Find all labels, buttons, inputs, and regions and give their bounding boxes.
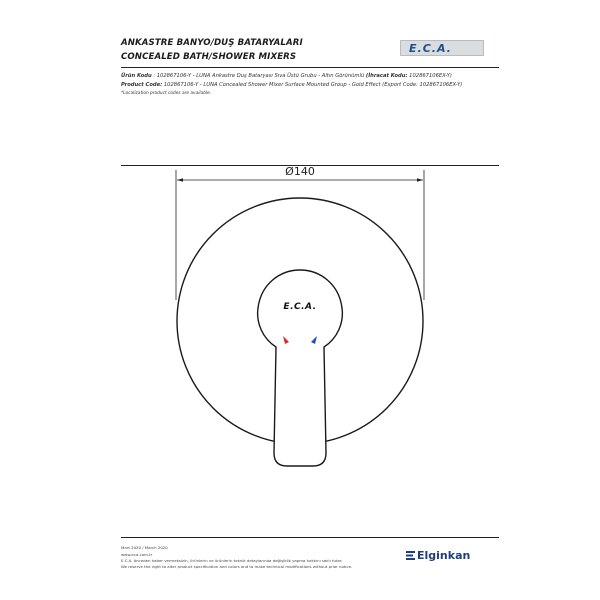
export-code-label-tr: (İhracat Kodu:	[365, 73, 408, 79]
elginkan-logo	[406, 549, 470, 562]
footer-url[interactable]: www.eca.com.tr	[121, 552, 153, 557]
footer-date: Mart 2020 / March 2020	[121, 545, 168, 550]
product-code-label-tr: Ürün Kodu	[121, 73, 152, 79]
product-code-value-en: 102867106-Y - LUNA Concealed Shower Mixer Surface Mounted Group - Gold Effect (Export Code: 102867106EX-Y)	[162, 82, 463, 88]
dimension-arrow-left	[177, 178, 183, 182]
elginkan-mark-icon	[406, 551, 415, 560]
localization-note: *Localization product codes are available.	[121, 91, 212, 96]
footer-disclaimer-tr: E.C.A. önceden haber vermeksizin, ürünlerin ve ürünlerin teknik detaylarında değişiklik yapma hakkını saklı tutar.	[121, 558, 343, 563]
footer-disclaimer-en: We reserve the right to alter product specification and colors and to make technical modifications without prior notice.	[121, 564, 353, 569]
dimension-arrow-right	[417, 178, 423, 182]
eca-logo-text: E.C.A.	[409, 42, 452, 55]
mixer-handle-outline	[258, 270, 343, 466]
dimension-label: Ø140	[285, 165, 315, 178]
product-code-label-en: Product Code:	[121, 82, 163, 88]
title-english: CONCEALED BATH/SHOWER MIXERS	[121, 52, 297, 62]
title-turkish: ANKASTRE BANYO/DUŞ BATARYALARI	[121, 38, 303, 48]
product-code-value-tr: : 102867106-Y - LUNA Ankastre Duş Bataryası Sıva Üstü Grubu - Altın Görünümlü	[151, 73, 366, 79]
export-code-value-tr: 102867106EX-Y)	[407, 73, 452, 79]
handle-logo: E.C.A.	[283, 302, 317, 312]
footer-divider	[121, 537, 499, 538]
elginkan-brand-text: Elginkan	[417, 549, 471, 562]
